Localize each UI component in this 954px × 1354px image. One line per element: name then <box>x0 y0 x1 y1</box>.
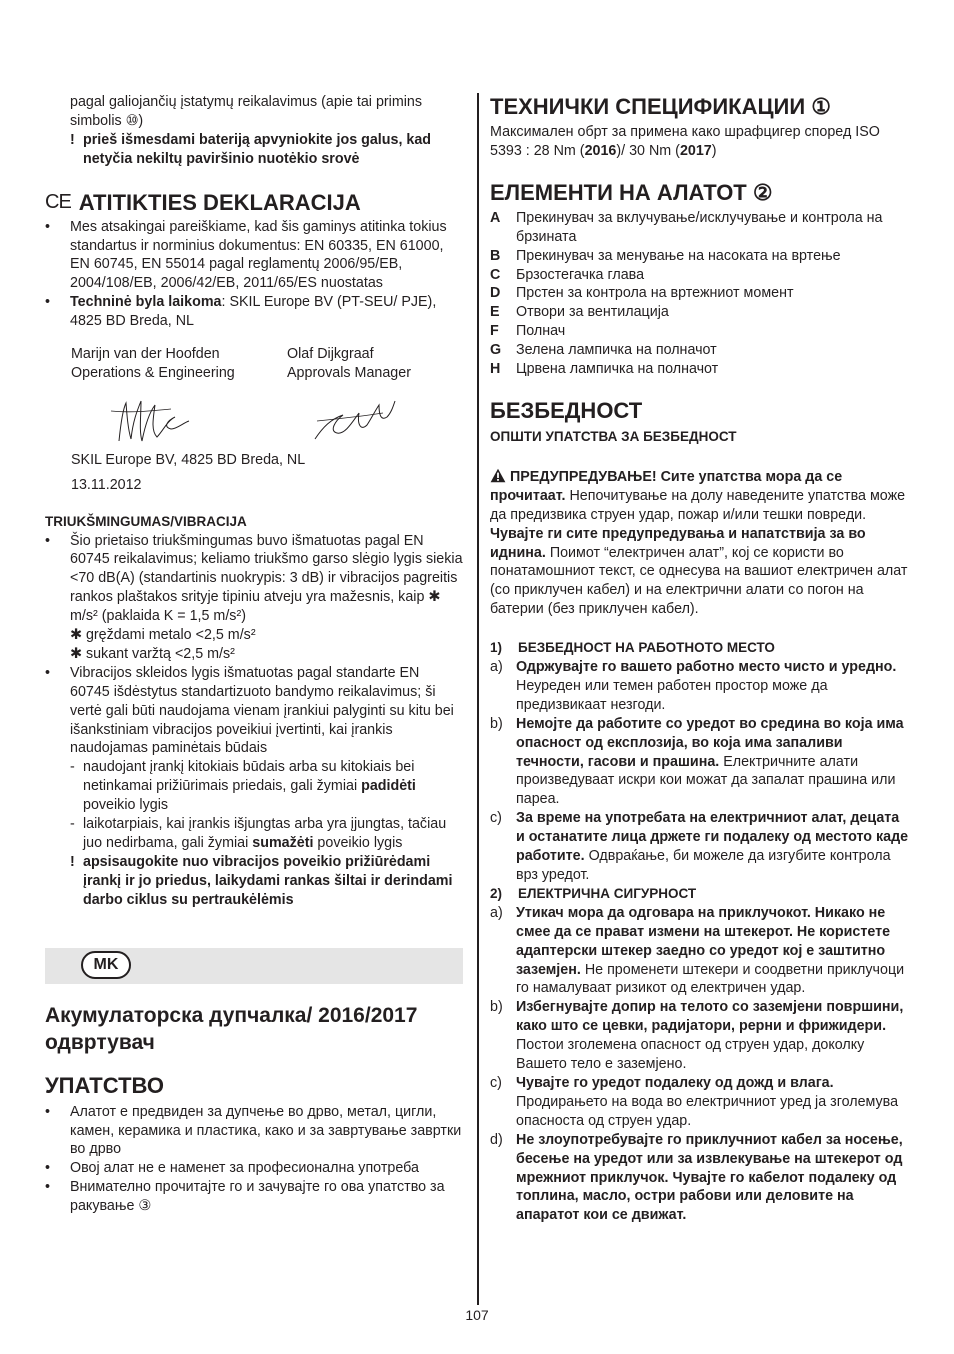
safety-heading: БЕЗБЕДНОСТ <box>490 397 643 423</box>
signatures <box>71 345 463 459</box>
declaration-technical-file: • Techninė byla laikoma: SKIL Europe BV (PT-SEU/ PJE), 4825 BD Breda, NL <box>45 293 463 331</box>
noise-bullet-2: • Vibracijos skleidos lygis išmatuotas pagal standarte EN 60745 išdėstytus standartizuoto bandymo reikalavimus; ši vertė gali būti naudojama vienam įrankiui palyginti su kitu bei išankstiniam vibracijos poveikiui įvertinti, kai įrankis naudojamas paminėtais būdais <box>45 664 463 759</box>
list-item: E Отвори за вентилација <box>490 304 669 321</box>
declaration-date: 13.11.2012 <box>71 476 142 493</box>
spec-heading: ТЕХНИЧКИ СПЕЦИФИКАЦИИ ① <box>490 94 831 119</box>
left-column <box>45 93 463 1216</box>
list-item: F Полнач <box>490 323 566 340</box>
list-item: G Зелена лампичка на полначот <box>490 342 717 359</box>
elements-list <box>490 209 910 379</box>
manual-bullet-2: • Овој алат не е наменет за професионална употреба <box>45 1159 463 1178</box>
vibration-warning: ! apsisaugokite nuo vibracijos poveikio prižiūrėdami įrankį ir jo priedus, laikydami rankas šiltai ir derindami darbo ciklus su pertraukėlėmis <box>70 853 453 908</box>
manual-bullet-3: • Внимателно прочитајте го и зачувајте го ова упатство за ракување ③ <box>45 1178 463 1216</box>
signature-block-2: Olaf Dijkgraaf Approvals Manager <box>287 345 447 459</box>
intro-text: pagal galiojančių įstatymų reikalavimus (apie tai primins simbolis ⑩) <box>70 94 423 129</box>
elements-heading: ЕЛЕМЕНТИ НА АЛАТОТ ② <box>490 179 773 205</box>
list-item: b) Избегнувајте допир на телото со заземјени површини, како што се цевки, радијатори, рерни и фрижидери. Постои зголемена опасност од струен удар, доколку Вашето тело е заземјено. <box>490 999 904 1073</box>
list-item: C Брзостегачка глава <box>490 266 645 283</box>
noise-heading: TRIUKŠMINGUMAS/VIBRACIJA <box>45 513 247 529</box>
ce-mark-icon: CE <box>45 190 71 213</box>
general-warning: ПРЕДУПРЕДУВАЊЕ! Сите упатства мора да се прочитаат. Непочитување на долу наведените упатства може да предизвика струен удар, пожар и/или тешки повреди. Чувајте ги сите предупредувања и напатствија за во иднина. Поимот “електричен алат”, кој се користи во понатамошниот текст, се однесува на вашиот електричен алат (со приклучен кабел) и на електрични алати со погон на батерии (без приклучен кабел). <box>490 468 908 618</box>
list-item: B Прекинувач за менување на насоката на вртење <box>490 247 841 264</box>
warning-triangle-icon <box>490 468 506 483</box>
list-item: A Прекинувач за вклучување/исклучување и контрола на брзината <box>490 209 883 245</box>
list-item: a) Одржувајте го вашето работно место чисто и уредно. Неуреден или темен работен простор може да предизвикаат незгоди. <box>490 659 897 713</box>
column-divider <box>477 93 479 1305</box>
page-number: 107 <box>465 1307 489 1323</box>
noise-value-screwing: ✱ sukant varžtą <2,5 m/s² <box>70 645 235 662</box>
signature-1-icon <box>71 391 191 447</box>
list-item: a) Утикач мора да одговара на приклучокот. Никако не смее да се прават измени на штекерот. Не користете адаптерски штекер заедно со уредот кој е заштитно заземјен. Не променети штекери и соодветни приклучоци го намалуваат ризикот од електричен удар. <box>490 904 905 997</box>
list-item: d) Не злоупотребувајте го приклучниот кабел за носење, бесење на уредот или за извлекување на штекерот од мрежниот приклучок. Чувајте го кабелот подалеку од топлина, масло, остри рабови или деловите на апаратот кои се движат. <box>490 1131 903 1224</box>
section-2-heading: 2) ЕЛЕКТРИЧНА СИГУРНОСТ <box>490 885 697 901</box>
list-item: c) За време на употребата на електричниот алат, децата и останатите лица држете ги подалеку од местото каде работите. Одвраќање, би можеле да изгубите контрола врз уредот. <box>490 810 909 883</box>
language-badge: MK <box>81 951 131 979</box>
signature-block-1: Marijn van der Hoofden Operations & Engineering <box>71 345 253 459</box>
company-address: SKIL Europe BV, 4825 BD Breda, NL <box>71 451 306 468</box>
declaration-heading: CE ATITIKTIES DEKLARACIJA <box>45 189 361 215</box>
manual-heading: УПАТСТВО <box>45 1072 164 1098</box>
spec-text: Максимален обрт за примена како шрафцигер според ISO 5393 : 28 Nm (2016)/ 30 Nm (2017) <box>490 124 880 159</box>
list-item: H Црвена лампичка на полначот <box>490 361 719 378</box>
noise-dash-1: - naudojant įrankį kitokiais būdais arba su kitokiais bei netinkamai prižiūrimais priedais, gali žymiai padidėti poveikio lygis <box>70 759 416 814</box>
list-item: b) Немојте да работите со уредот во средина во која има опасност од експлозија, во која има запаливи течности, гасови и прашина. Електричните алати произведуваат искри кои можат да запалат прашина или пареа. <box>490 715 904 808</box>
noise-dash-2: - laikotarpiais, kai įrankis išjungtas arba yra įjungtas, tačiau juo nedirbama, gali žymiai sumažėti poveikio lygis <box>70 816 447 851</box>
noise-value-drilling: ✱ gręždami metalo <2,5 m/s² <box>70 627 256 644</box>
noise-bullet-1: • Šio prietaiso triukšmingumas buvo išmatuotas pagal EN 60745 reikalavimus; keliamo triukšmo garso slėgio lygis siekia <70 dB(A) (standartinis nuokrypis: 3 dB) ir vibracijos pagreitis rankos plaštakos srityje tipiniu atveju yra mažesnis, kaip ✱ m/s² (paklaida K = 1,5 m/s²) <box>45 532 463 627</box>
battery-warning: ! prieš išmesdami bateriją apvyniokite jos galus, kad netyčia nekiltų paviršinio nuotėkio srovė <box>70 131 432 167</box>
product-title: Акумулаторска дупчалка/ 2016/2017 одвртувач <box>45 1003 418 1054</box>
safety-subheading: ОПШТИ УПАТСТВА ЗА БЕЗБЕДНОСТ <box>490 428 737 444</box>
declaration-standards: • Mes atsakingai pareiškiame, kad šis gaminys atitinka tokius standartus ir norminius dokumentus: EN 60335, EN 61000, EN 60745, EN 55014 pagal reglamentų 2006/95/EB, 2004/108/EB, 2006/42/EB, 2011/65/ES nuostatas <box>45 218 463 294</box>
right-column <box>490 93 910 1225</box>
signature-2-icon <box>287 391 397 447</box>
section-1-heading: 1) БЕЗБЕДНОСТ НА РАБОТНОТО МЕСТО <box>490 640 775 656</box>
manual-bullet-1: • Алатот е предвиден за дупчење во дрво, метал, цигли, камен, керамика и пластика, како и за завртување завртки во дрво <box>45 1103 463 1160</box>
list-item: c) Чувајте го уредот подалеку од дожд и влага. Продирањето на вода во електричниот уред ја зголемува опасноста од струен удар. <box>490 1074 899 1129</box>
list-item: D Прстен за контрола на вртежниот момент <box>490 285 794 302</box>
language-bar <box>45 948 463 984</box>
